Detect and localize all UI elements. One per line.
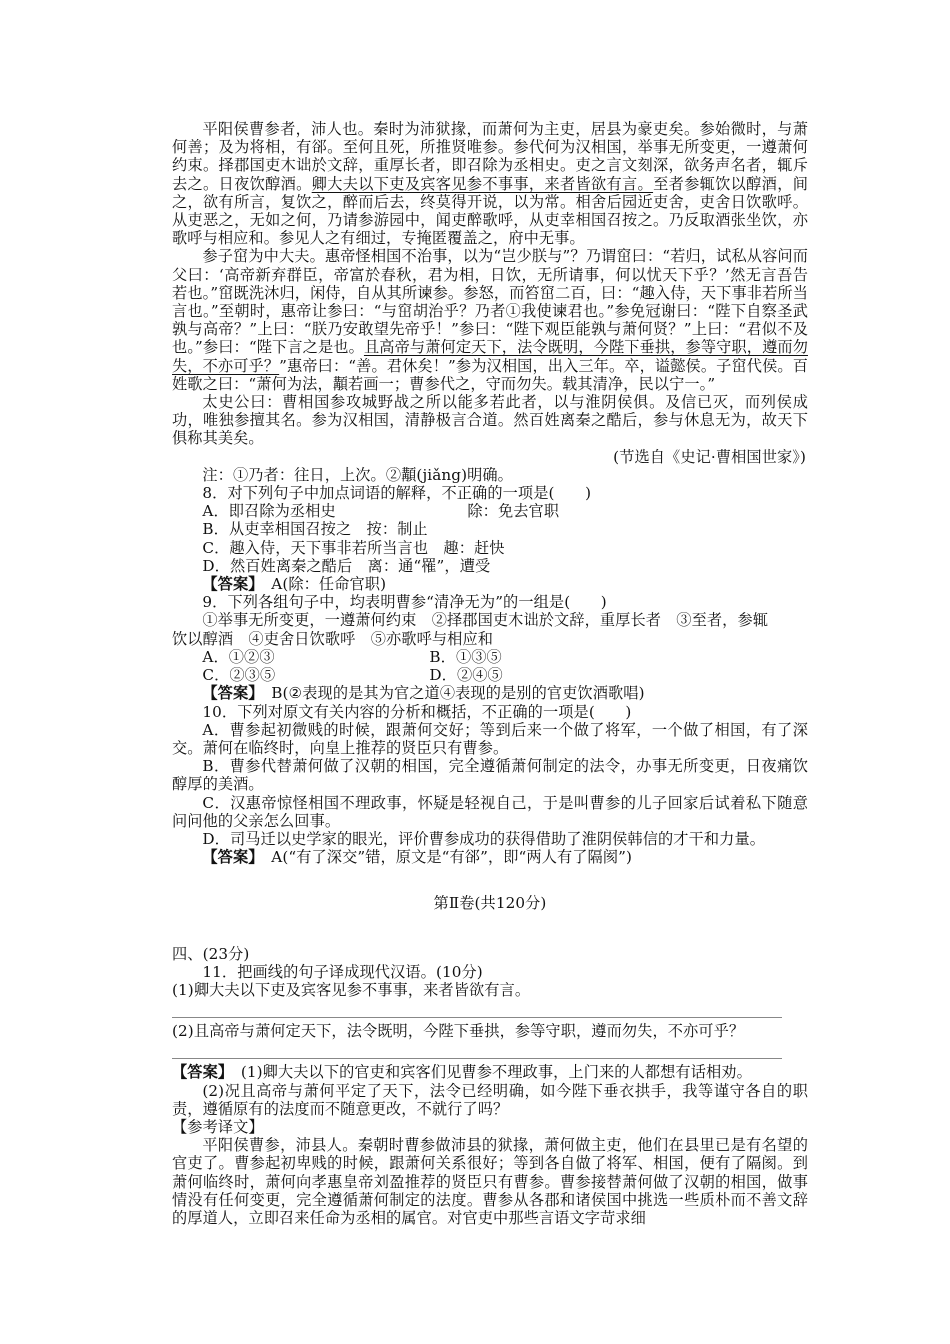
question-9-options-row-2: C．②③⑤ D．②④⑤ — [202, 666, 503, 685]
question-9-stem: 9．下列各组句子中，均表明曹参“清净无为”的一组是( ) — [202, 593, 607, 612]
passage-note: 注：①乃者：往日，上次。②顜(jiǎng)明确。 — [202, 465, 513, 484]
section-4 — [172, 945, 808, 1228]
question-10-option-d: D．司马迁以史学家的眼光，评价曹参成功的获得借助了淮阴侯韩信的才干和力量。 — [202, 829, 766, 848]
underlined-sentence-2: 且高帝与萧何定天下，法令既明，今陛下垂拱，参等守职，遵而勿失，不亦可乎？ — [172, 338, 808, 375]
document-page — [172, 120, 808, 1227]
question-8-option-d: D．然百姓离秦之酷后 离：通“罹”，遭受 — [202, 556, 491, 575]
passage-source: (节选自《史记·曹相国世家》) — [613, 447, 806, 466]
question-10-stem: 10．下列对原文有关内容的分析和概括，不正确的一项是( ) — [202, 702, 632, 721]
question-8 — [172, 484, 808, 593]
passage-paragraph-3: 太史公曰：曹相国参攻城野战之所以能多若此者，以与淮阴侯俱。及信已灭，而列侯成功，唯独参擅其名。参为汉相国，清静极言合道。然百姓离秦之酷后，参与休息无为，故天下俱称其美矣。 — [172, 393, 808, 448]
question-10 — [172, 703, 808, 867]
question-11-answer-2: (2)况且高帝与萧何平定了天下，法令已经明确，如今陛下垂衣拱手，我等谨守各自的职责，遵循原有的法度而不随意更改，不就行了吗？ — [172, 1081, 808, 1118]
question-9-options-row-1: A．①②③ B．①③⑤ — [202, 647, 502, 666]
part-2-title: 第Ⅱ卷(共120分) — [433, 894, 547, 913]
question-8-answer: 【答案】 A(除：任命官职) — [202, 575, 387, 594]
question-10-option-c: C．汉惠帝惊怪相国不理政事，怀疑是轻视自己，于是叫曹参的儿子回家后试着私下随意问问他的父亲怎么回事。 — [172, 793, 808, 830]
section-4-heading: 四、(23分) — [172, 944, 250, 963]
question-9-items-line-1: ①举事无所变更，一遵萧何约束 ②择郡国吏木诎於文辞，重厚长者 ③至者，参辄 — [202, 611, 769, 630]
question-10-answer: 【答案】 A(“有了深交”错，原文是“有郤”，即“两人有了隔阂”) — [202, 848, 633, 867]
underlined-sentence-1: 卿大夫以下吏及宾客见参不事事，来者皆欲有言。 — [311, 174, 654, 193]
question-8-option-a: A．即召除为丞相史 除：免去官职 — [202, 502, 560, 521]
question-11-stem: 11．把画线的句子译成现代汉语。(10分) — [202, 962, 483, 981]
question-10-option-b: B．曹参代替萧何做了汉朝的相国，完全遵循萧何制定的法令，办事无所变更，日夜痛饮醇厚的美酒。 — [172, 757, 808, 794]
question-8-stem: 8．对下列句子中加点词语的解释，不正确的一项是( ) — [202, 484, 592, 503]
passage-paragraph-1: 平阳侯曹参者，沛人也。秦时为沛狱掾，而萧何为主吏，居县为豪吏矣。参始微时，与萧何善；及为将相，有郤。至何且死，所推贤唯参。参代何为汉相国，举事无所变更，一遵萧何约束。择郡国吏木诎於文辞，重厚长者，即召除为丞相史。吏之言文刻深，欲务声名者，辄斥去之。日夜饮醇酒。卿大夫以下吏及宾客见参不事事，来者皆欲有言。至者参辄饮以醇酒，间之，欲有所言，复饮之，醉而后去，终莫得开说，以为常。相舍后园近吏舍，吏舍日饮歌呼。从吏恶之，无如之何，乃请参游园中，闻吏醉歌呼，从吏幸相国召按之。乃反取酒张坐饮，亦歌呼与相应和。参见人之有细过，专掩匿覆盖之，府中无事。 — [172, 120, 809, 248]
question-11-part-2: (2)且高帝与萧何定天下，法令既明，今陛下垂拱，参等守职，遵而勿失，不亦可乎？ — [172, 1022, 745, 1041]
answer-blank-line-2[interactable] — [172, 1042, 782, 1059]
question-11-part-1: (1)卿大夫以下吏及宾客见参不事事，来者皆欲有言。 — [172, 980, 531, 999]
question-10-option-a: A．曹参起初微贱的时候，跟萧何交好；等到后来一个做了将军，一个做了相国，有了深交。萧何在临终时，向皇上推荐的贤臣只有曹参。 — [172, 720, 808, 757]
question-8-option-b: B．从吏幸相国召按之 按：制止 — [202, 520, 428, 539]
question-9 — [172, 593, 808, 702]
question-9-items-line-2: 饮以醇酒 ④吏舍日饮歌呼 ⑤亦歌呼与相应和 — [172, 629, 494, 648]
passage-paragraph-2: 参子窋为中大夫。惠帝怪相国不治事，以为“岂少朕与”？乃谓窋曰：“若归，试私从容问而父曰：‘高帝新弃群臣，帝富於春秋，君为相，日饮，无所请事，何以忧天下乎？’然无言吾告若也。”窋既洗沐归，闲侍，自从其所谏参。参怒，而笞窋二百，曰：“趣入侍，天下事非若所当言也。”至朝时，惠帝让参曰：“与窋胡治乎？乃者①我使谏君也。”参免冠谢曰：“陛下自察圣武孰与高帝？”上曰：“朕乃安敢望先帝乎！”参曰：“陛下观臣能孰与萧何贤？”上曰：“君似不及也。”参曰：“陛下言之是也。且高帝与萧何定天下，法令既明，今陛下垂拱，参等守职，遵而勿失，不亦可乎？”惠帝曰：“善。君休矣！”参为汉相国，出入三年。卒，谥懿侯。子窋代侯。百姓歌之曰：“萧何为法，顜若画一；曹参代之，守而勿失。载其清净，民以宁一。” — [172, 247, 808, 393]
answer-blank-line-1[interactable] — [172, 1001, 782, 1018]
question-9-answer: 【答案】 B(②表现的是其为官之道④表现的是别的官吏饮酒歌唱) — [202, 684, 645, 703]
reference-translation: 平阳侯曹参，沛县人。秦朝时曹参做沛县的狱掾，萧何做主吏，他们在县里已是有名望的官吏了。曹参起初卑贱的时候，跟萧何关系很好；等到各自做了将军、相国，便有了隔阂。到萧何临终时，萧何向孝惠皇帝刘盈推荐的贤臣只有曹参。曹参接替萧何做了汉朝的相国，做事情没有任何变更，完全遵循萧何制定的法度。曹参从各郡和诸侯国中挑选一些质朴而不善文辞的厚道人，立即召来任命为丞相的属官。对官吏中那些言语文字苛求细 — [172, 1136, 808, 1227]
question-8-option-c: C．趣入侍，天下事非若所当言也 趣：赶快 — [202, 538, 505, 557]
question-11-answer-1: 【答案】 (1)卿大夫以下的官吏和宾客们见曹参不理政事，上门来的人都想有话相劝。 — [172, 1063, 752, 1082]
reference-translation-label: 【参考译文】 — [172, 1117, 264, 1136]
